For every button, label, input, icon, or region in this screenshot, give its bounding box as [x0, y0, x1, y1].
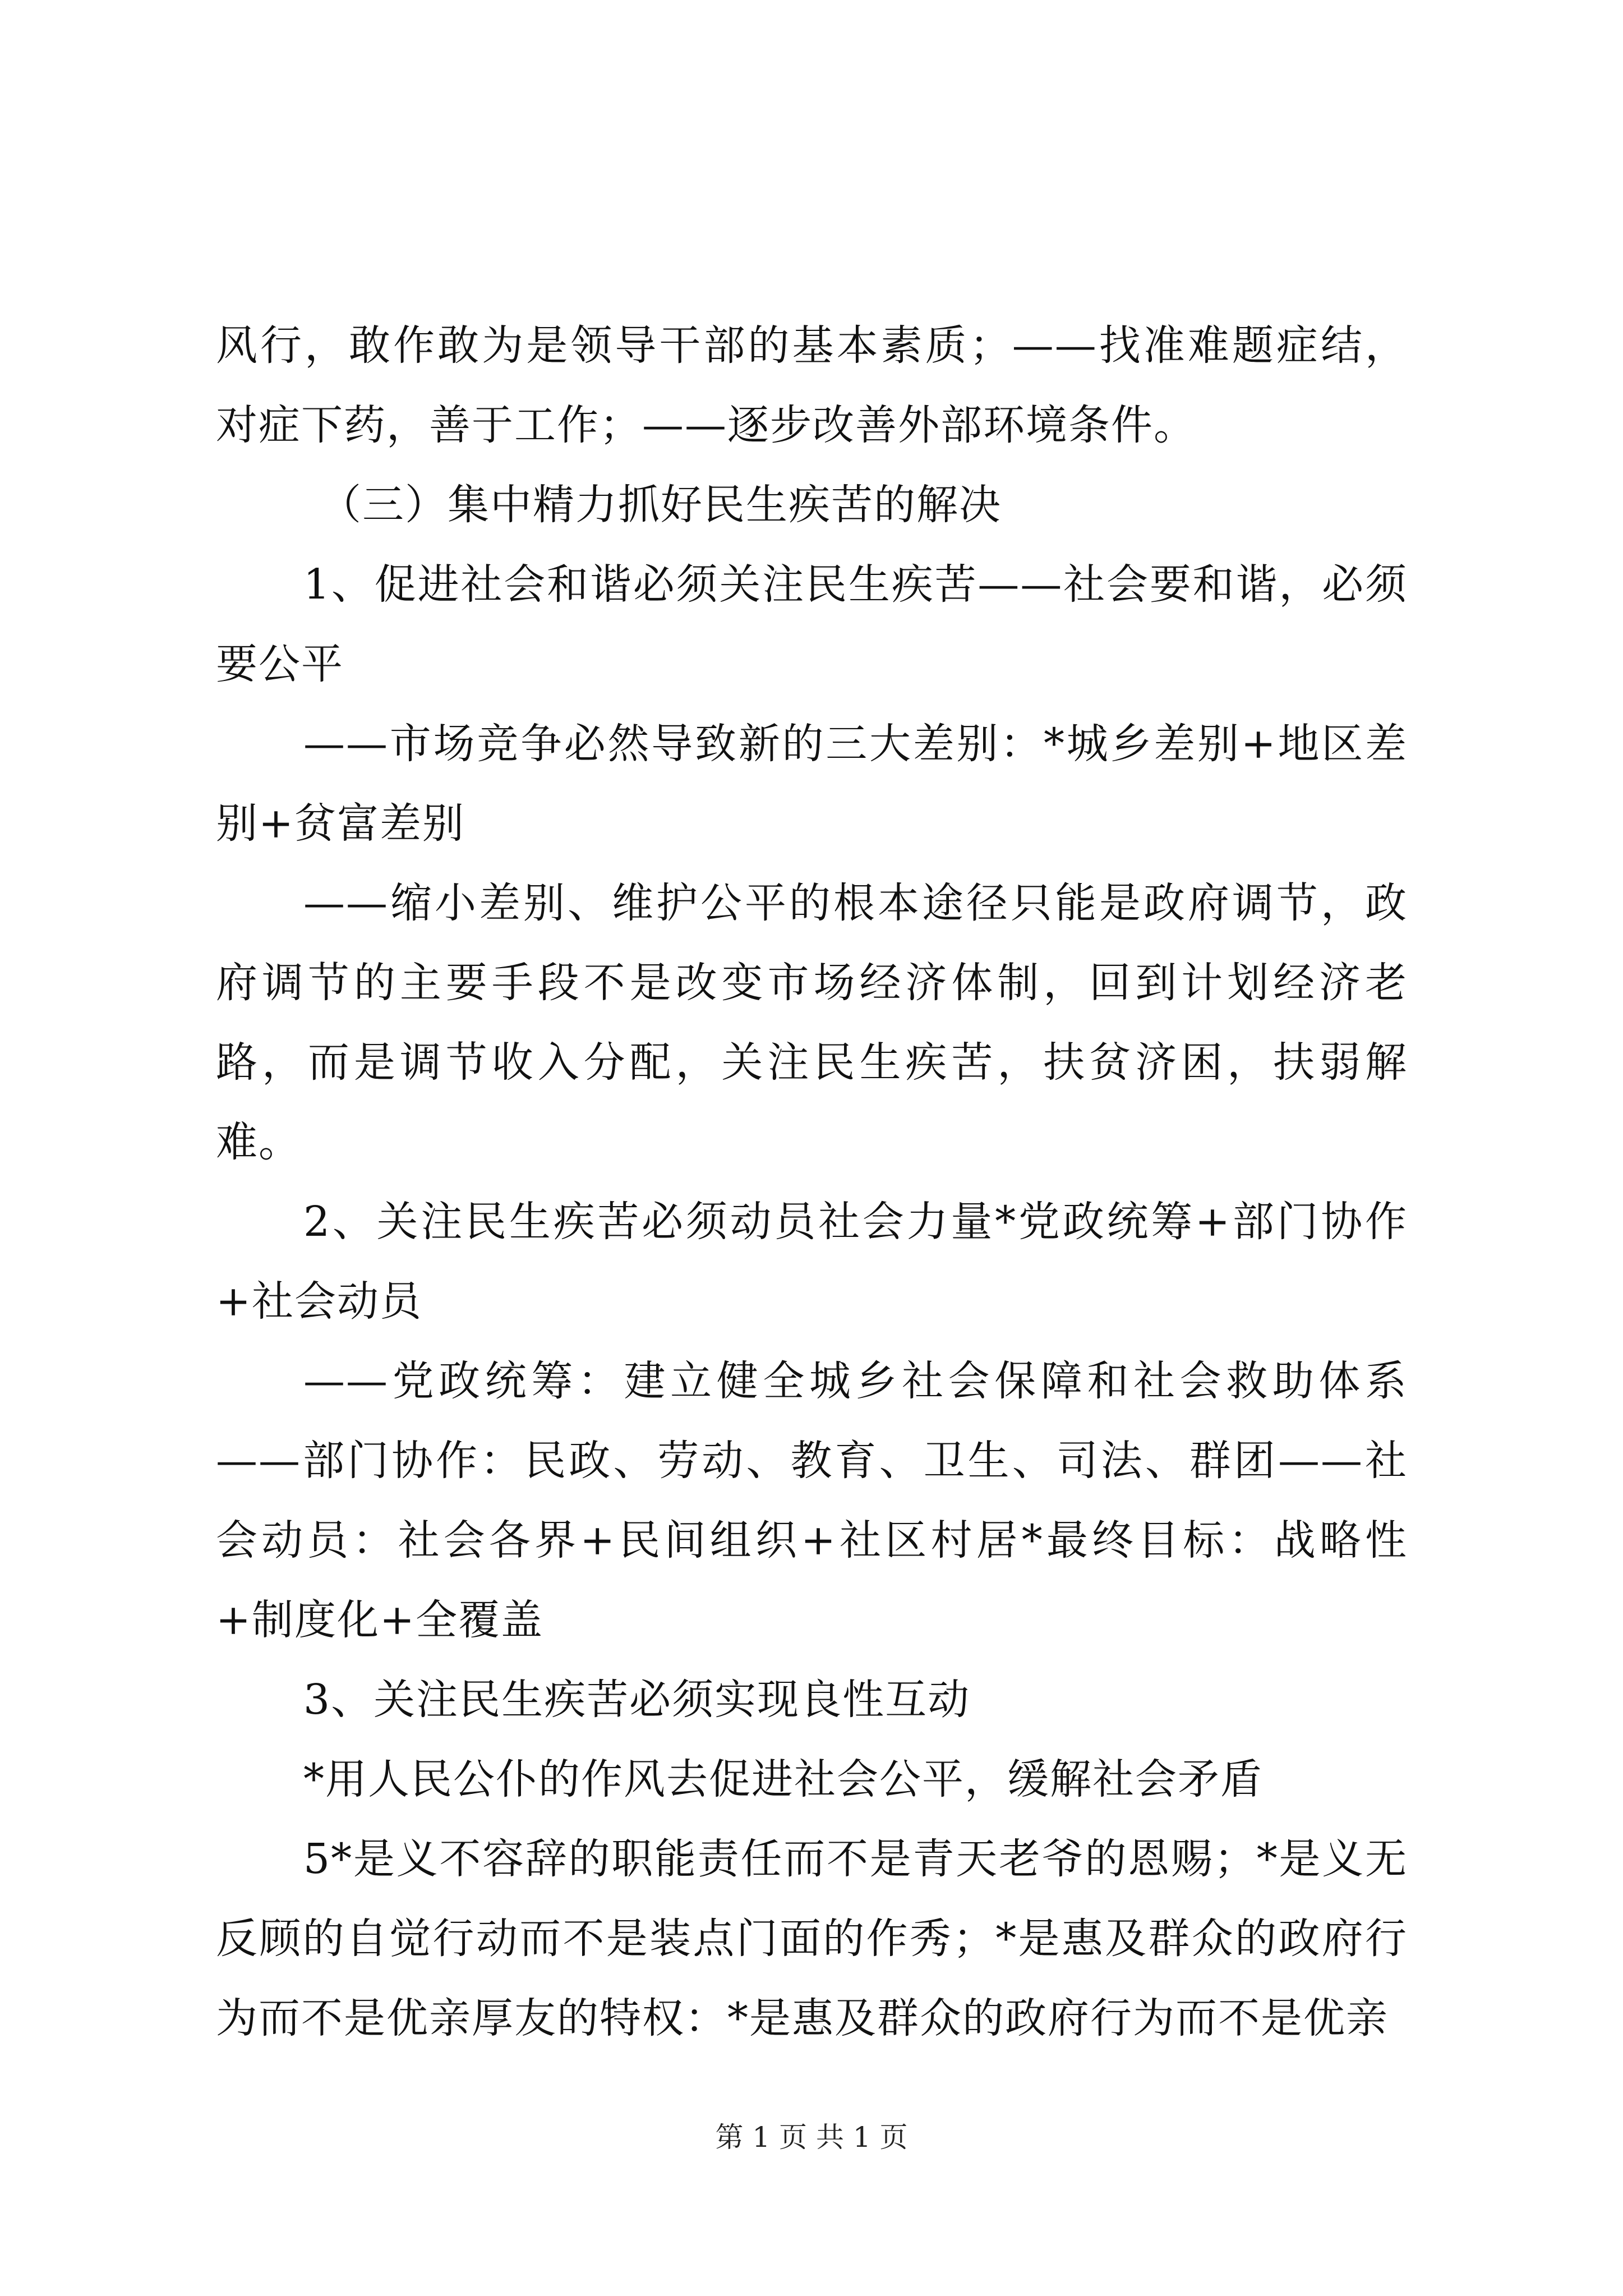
paragraph-continuation: 风行，敢作敢为是领导干部的基本素质；——找准难题症结，对症下药，善于工作；——逐步改善外部环境条件。	[216, 321, 1408, 449]
page-number-footer: 第 1 页 共 1 页	[715, 2121, 908, 2154]
paragraph-public-servant: *用人民公仆的作风去促进社会公平，缓解社会矛盾	[303, 1755, 1263, 1803]
paragraph-market-competition: ——市场竞争必然导致新的三大差别：*城乡差别+地区差别+贫富差别	[216, 720, 1408, 848]
paragraph-item-1: 1、促进社会和谐必须关注民生疾苦——社会要和谐，必须要公平	[216, 560, 1408, 688]
section-heading: （三）集中精力抓好民生疾苦的解决	[320, 481, 1002, 529]
document-body	[216, 306, 1408, 2058]
paragraph-item-2: 2、关注民生疾苦必须动员社会力量*党政统筹+部门协作+社会动员	[216, 1198, 1408, 1326]
paragraph-item-3: 3、关注民生疾苦必须实现良性互动	[303, 1676, 971, 1724]
paragraph-coordination: ——党政统筹：建立健全城乡社会保障和社会救助体系——部门协作：民政、劳动、教育、卫生、司法、群团——社会动员：社会各界+民间组织+社区村居*最终目标：战略性+制度化+全覆盖	[216, 1357, 1408, 1644]
paragraph-duty: 5*是义不容辞的职能责任而不是青天老爷的恩赐；*是义无反顾的自觉行动而不是装点门面的作秀；*是惠及群众的政府行为而不是优亲厚友的特权：*是惠及群众的政府行为而不是优亲	[216, 1835, 1408, 2042]
paragraph-narrow-gap: ——缩小差别、维护公平的根本途径只能是政府调节，政府调节的主要手段不是改变市场经济体制，回到计划经济老路，而是调节收入分配，关注民生疾苦，扶贫济困，扶弱解难。	[216, 879, 1408, 1166]
